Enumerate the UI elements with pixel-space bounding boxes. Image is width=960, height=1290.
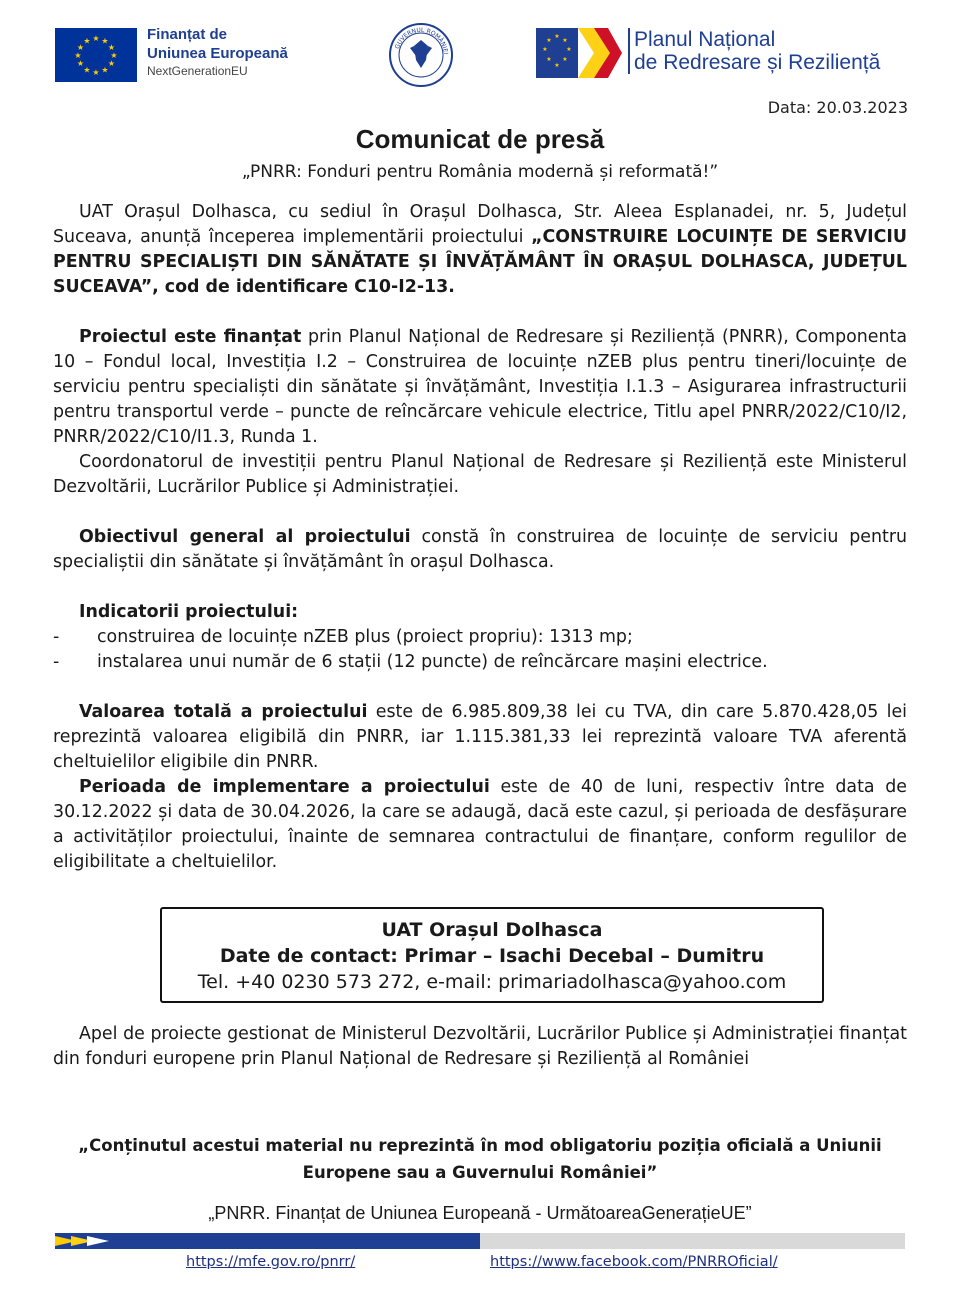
value-paragraph: Valoarea totală a proiectului este de 6.985.809,38 lei cu TVA, din care 5.870.428,05 lei reprezintă valoarea eligibilă din PNRR, iar 1.115.381,33 lei reprezintă valoare TVA aferentă cheltuielilor eligibile din PNRR. [53, 702, 907, 772]
objective-paragraph: Obiectivul general al proiectului constă în construirea de locuințe de serviciu pentru specialiștii din sănătate și învățământ în orașul Dolhasca. [53, 527, 907, 572]
contact-person: Date de contact: Primar – Isachi Decebal – Dumitru [219, 945, 765, 967]
svg-text:★: ★ [554, 33, 560, 40]
svg-text:★: ★ [101, 65, 109, 75]
eu-flag-icon [55, 28, 137, 82]
call-for-projects-paragraph: Apel de proiecte gestionat de Ministerul Dezvoltării, Lucrărilor Publice și Administrației finanțat din fonduri europene prin Planul Național de Redresare și Reziliență al României [53, 1024, 907, 1069]
svg-text:★: ★ [107, 43, 116, 52]
svg-text:★: ★ [562, 37, 568, 44]
disclaimer: „Conținutul acestui material nu reprezintă în mod obligatoriu poziția oficială a Uniunii Europene sau a Guvernului României” [78, 1136, 882, 1182]
contact-details: Tel. +40 0230 573 272, e-mail: primariadolhasca@yahoo.com [197, 971, 787, 993]
svg-text:★: ★ [74, 51, 82, 60]
footer-color-bar [55, 1233, 905, 1249]
list-item: - instalarea unui număr de 6 stații (12 puncte) de reîncărcare mașini electrice. [53, 650, 907, 675]
government-seal-icon [388, 22, 454, 88]
facebook-link[interactable]: https://www.facebook.com/PNRROficial/ [490, 1254, 778, 1270]
list-item: - construirea de locuințe nZEB plus (proiect propriu): 1313 mp; [53, 625, 907, 650]
svg-text:★: ★ [546, 56, 552, 63]
slogan: „PNRR. Finanțat de Uniunea Europeană - UrmătoareaGenerațieUE” [208, 1203, 752, 1223]
pnrr-logo-icon [536, 26, 622, 80]
page-title: Comunicat de presă [355, 124, 605, 154]
svg-text:★: ★ [554, 62, 560, 69]
svg-text:★: ★ [92, 68, 100, 77]
indicators-list [53, 600, 907, 625]
financing-paragraph: Proiectul este finanțat prin Planul Național de Redresare și Reziliență (PNRR), Componenta 10 – Fondul local, Investiția I.2 – Construirea de locuințe nZEB plus pentru tineri/locuințe de serviciu pentru specialiști din sănătate și învățământ, Investiția I.1.3 – Asigurarea infrastructurii pentru transportul verde – puncte de reîncărcare vehicule electrice, Titlu apel PNRR/2022/C10/I2, PNRR/2022/C10/I1.3, Runda 1. [53, 327, 907, 447]
page-subtitle: „PNRR: Fonduri pentru România modernă și reformată!” [241, 162, 719, 182]
coordinator-paragraph: Coordonatorul de investiții pentru Planul Național de Redresare și Reziliență este Ministerul Dezvoltării, Lucrărilor Publice și Administrației. [53, 452, 907, 497]
mfe-link[interactable]: https://mfe.gov.ro/pnrr/ [186, 1254, 356, 1270]
svg-text:GUVERNUL ROMÂNIEI: GUVERNUL ROMÂNIEI [393, 26, 449, 55]
header [0, 0, 960, 100]
contact-organization: UAT Orașul Dolhasca [381, 919, 603, 941]
period-paragraph: Perioada de implementare a proiectului este de 40 de luni, respectiv între data de 30.12.2022 și data de 30.04.2026, la care se adaugă, dacă este cazul, și perioada de desfășurare a activităților proiectului, înainte de semnarea contractului de finanțare, conform regulilor de eligibilitate a cheltuielilor. [53, 777, 907, 872]
press-release-body [53, 200, 907, 875]
svg-text:★: ★ [546, 37, 552, 44]
svg-text:★: ★ [76, 59, 85, 68]
svg-text:★: ★ [110, 51, 118, 60]
indicators-items [53, 625, 907, 675]
contact-box [160, 907, 824, 1003]
eu-funding-label: Finanțat de Uniunea Europeană NextGenerationEU [147, 26, 288, 78]
svg-text:★: ★ [83, 36, 91, 46]
svg-text:★: ★ [101, 36, 109, 46]
svg-text:★: ★ [92, 34, 100, 43]
svg-text:★: ★ [562, 56, 568, 63]
release-date: Data: 20.03.2023 [767, 98, 908, 117]
pnrr-title: Planul Național de Redresare și Reziliență [628, 28, 880, 74]
intro-paragraph: UAT Orașul Dolhasca, cu sediul în Orașul Dolhasca, Str. Aleea Esplanadei, nr. 5, Județul Suceava, anunță începerea implementării proiectului „CONSTRUIRE LOCUINȚE DE SERVICIU PENTRU SPECIALIȘTI DIN SĂNĂTATE ȘI ÎNVĂȚĂMÂNT ÎN ORAȘUL DOLHASCA, JUDEȚUL SUCEAVA”, cod de identificare C10-I2-13. [53, 202, 907, 297]
indicators-heading: Indicatorii proiectului: [79, 602, 299, 622]
svg-text:★: ★ [566, 46, 572, 53]
svg-text:★: ★ [107, 59, 116, 68]
svg-text:★: ★ [83, 65, 91, 75]
svg-text:★: ★ [76, 43, 85, 52]
svg-text:★: ★ [542, 46, 548, 53]
